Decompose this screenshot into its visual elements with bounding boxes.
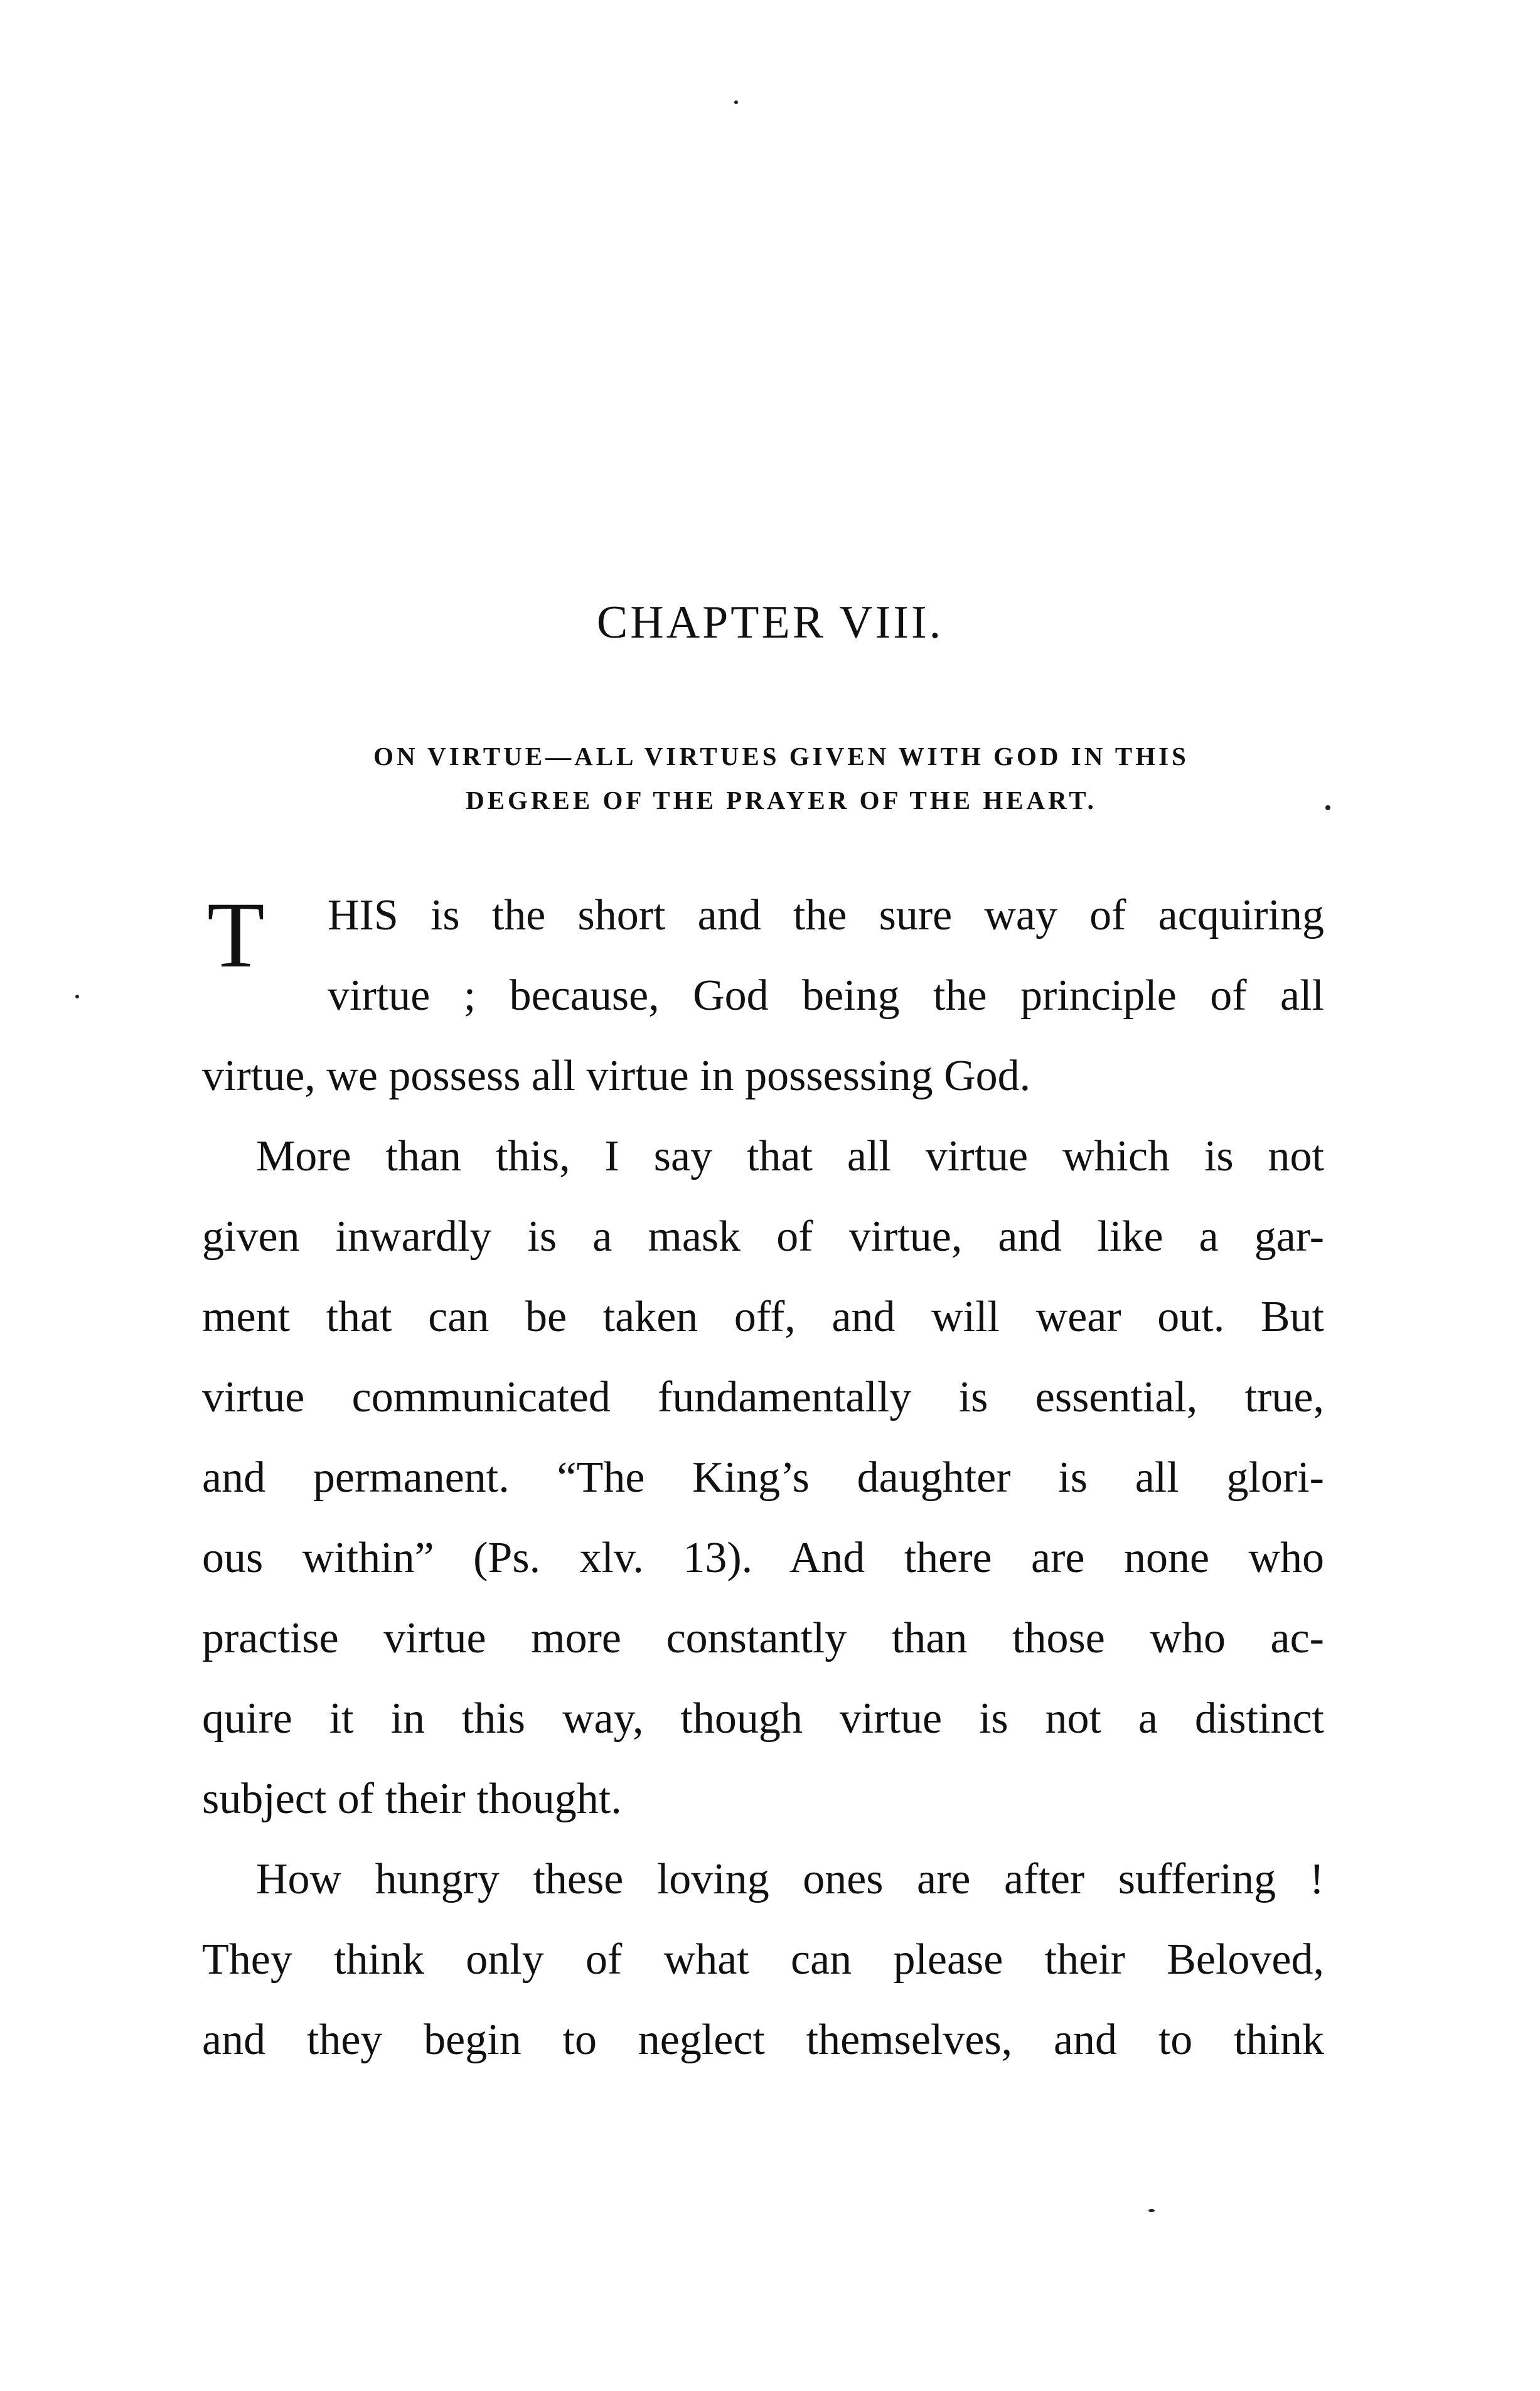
chapter-subtitle-line: DEGREE OF THE PRAYER OF THE HEART. [466, 786, 1097, 815]
text-line: quire it in this way, though virtue is not a distinct [202, 1694, 1324, 1743]
ink-speck [75, 995, 79, 998]
text-line: subject of their thought. [202, 1775, 622, 1823]
body-text [202, 875, 1324, 2080]
text-line: ous within” (Ps. xlv. 13). And there are none who [202, 1534, 1324, 1582]
paragraph [202, 1839, 1324, 2080]
chapter-subtitle-line: ON VIRTUE—ALL VIRTUES GIVEN WITH GOD IN THIS [373, 742, 1189, 771]
chapter-title: CHAPTER VIII. [596, 597, 944, 648]
text-line: and they begin to neglect themselves, and to think [202, 2016, 1324, 2064]
ink-speck [734, 100, 738, 104]
text-line: virtue ; because, God being the principle of all [328, 971, 1324, 1020]
paragraph [202, 875, 1324, 1116]
ink-speck [1325, 805, 1330, 810]
drop-cap: T [207, 883, 265, 987]
chapter-subtitle [238, 734, 1324, 822]
text-line: practise virtue more constantly than those who ac- [202, 1614, 1324, 1662]
text-line: They think only of what can please their Beloved, [202, 1935, 1324, 1984]
text-line: HIS is the short and the sure way of acquiring [328, 891, 1324, 939]
text-line: given inwardly is a mask of virtue, and like a gar- [202, 1212, 1324, 1261]
text-line: ment that can be taken off, and will wear out. But [202, 1293, 1324, 1341]
text-line: and permanent. “The King’s daughter is all glori- [202, 1453, 1324, 1502]
text-line: virtue, we possess all virtue in possessing God. [202, 1052, 1031, 1100]
text-line: virtue communicated fundamentally is essential, true, [202, 1373, 1324, 1421]
text-line: How hungry these loving ones are after suffering ! [256, 1855, 1324, 1903]
paragraph [202, 1116, 1324, 1839]
text-line: More than this, I say that all virtue which is not [256, 1132, 1324, 1180]
ink-speck [1148, 2209, 1155, 2212]
